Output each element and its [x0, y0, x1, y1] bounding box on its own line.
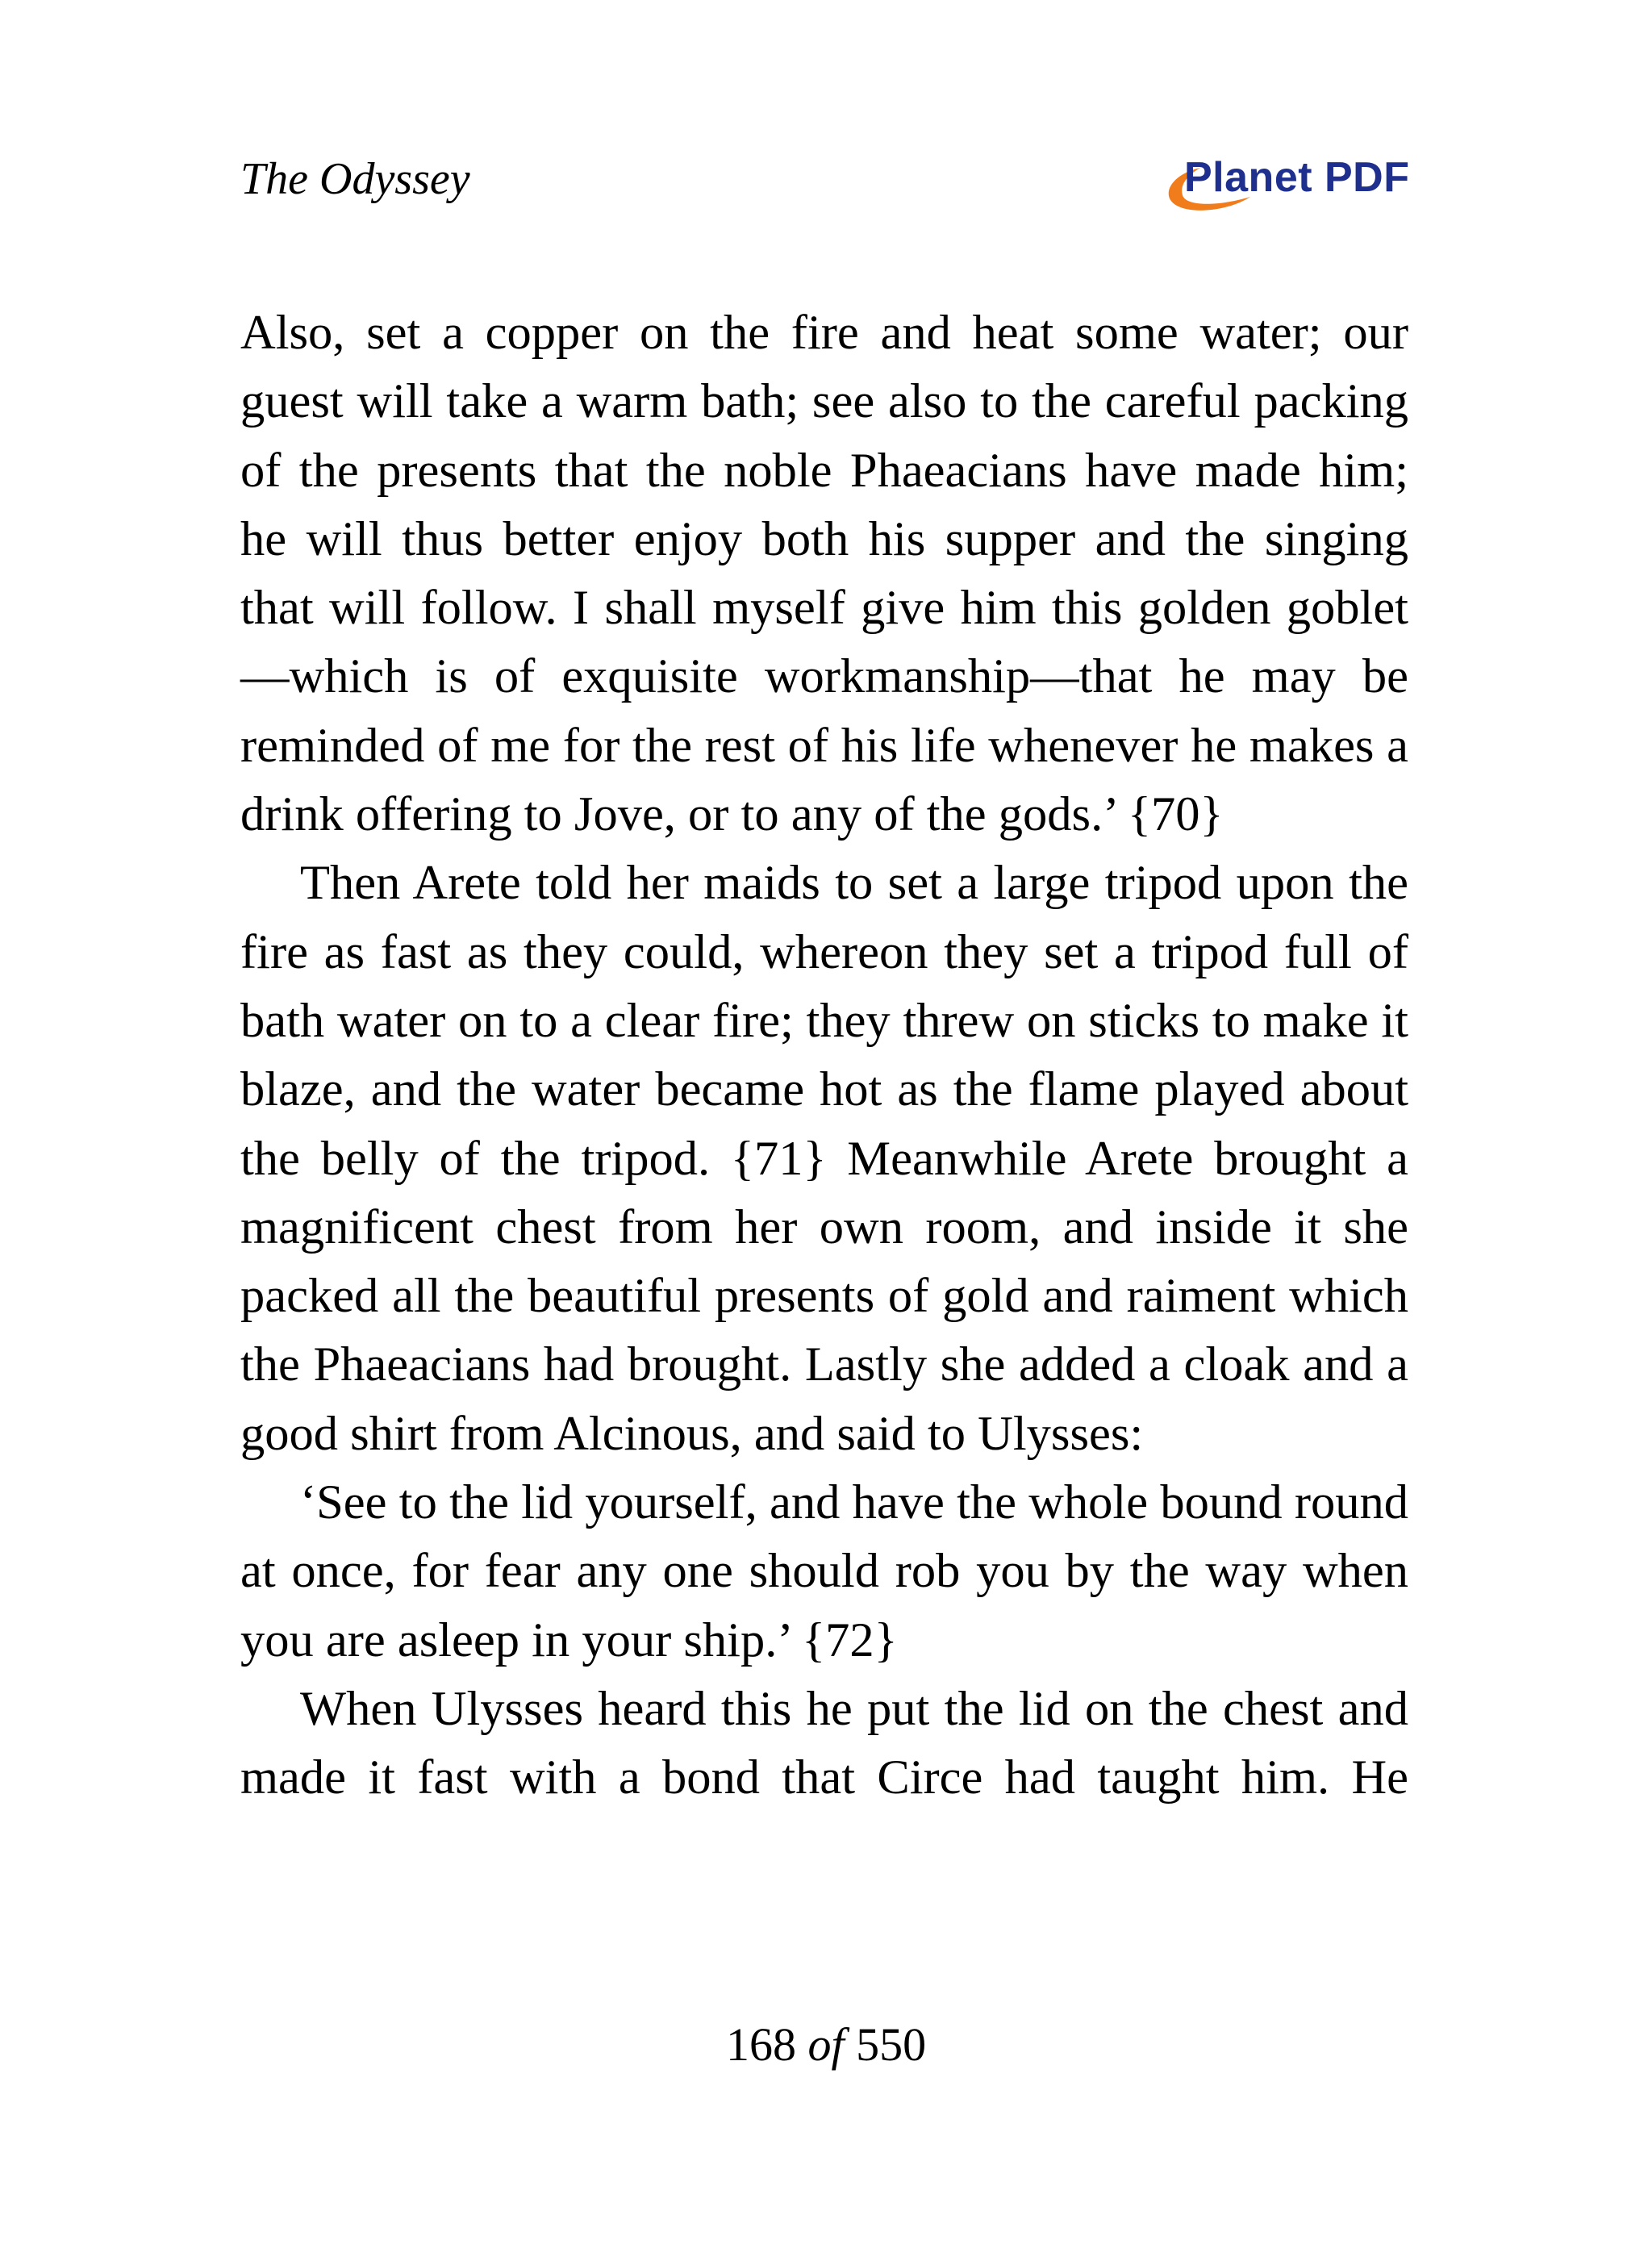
running-title: The Odyssey — [240, 154, 470, 204]
logo-text: Planet PDF — [1184, 154, 1410, 201]
planet-pdf-logo — [1162, 148, 1420, 221]
current-page-number: 168 — [725, 2018, 796, 2071]
paragraph: Also, set a copper on the fire and heat some water; our guest will take a warm bath; see also to the careful packing of the presents that the noble Phaeacians have made him; he will thus better enjoy both his supper and the singing that will follow. I shall myself give him this golden goblet—which is of exquisite workmanship—that he may be reminded of me for the rest of his life whenever he makes a drink offering to Jove, or to any of the gods.’ {70} — [240, 306, 1408, 842]
paragraph: Then Arete told her maids to set a large tripod upon the fire as fast as they could, whereon they set a tripod full of bath water on to a clear fire; they threw on sticks to make it blaze, and the water became hot as the flame played about the belly of the tripod. {71} Meanwhile Arete brought a magnificent chest from her own room, and inside it she packed all the beautiful presents of gold and raiment which the Phaeacians had brought. Lastly she added a cloak and a good shirt from Alcinous, and said to Ulysses: — [240, 856, 1408, 1461]
paragraph: When Ulysses heard this he put the lid on the chest and made it fast with a bond that Circe had taught him. He — [240, 1681, 1408, 1805]
page-number — [0, 2017, 1652, 2073]
total-page-count: 550 — [856, 2018, 927, 2071]
page-of-word: of — [807, 2018, 845, 2071]
paragraph: ‘See to the lid yourself, and have the whole bound round at once, for fear any one should rob you by the way when you are asleep in your ship.’ {72} — [240, 1475, 1408, 1667]
body-text — [240, 298, 1408, 1813]
